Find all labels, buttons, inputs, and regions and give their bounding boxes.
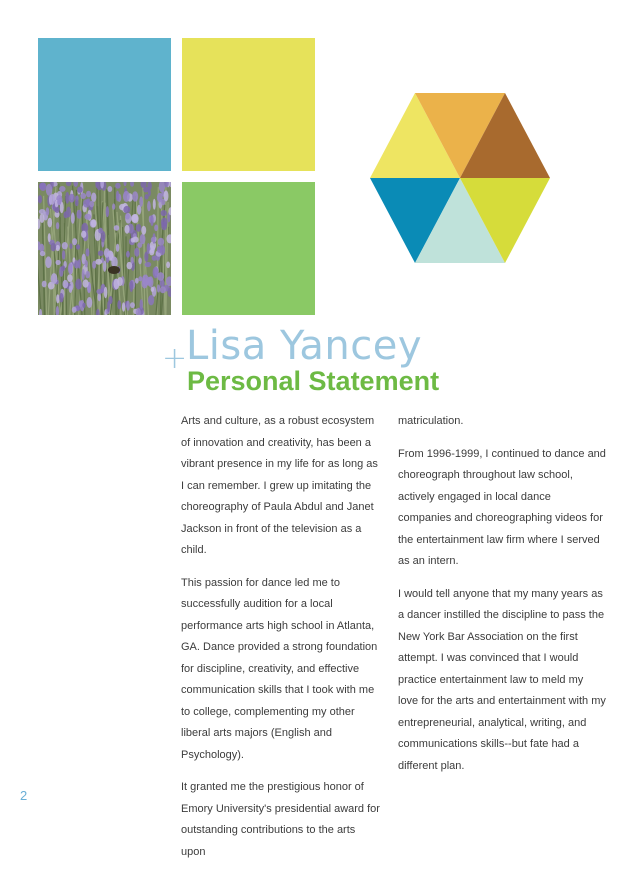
green-color-tile	[182, 182, 315, 315]
lavender-photo	[38, 182, 171, 315]
paragraph: I would tell anyone that my many years as a dancer instilled the discipline to pass the New York Bar Association on the first attempt. I was convinced that I would practice entertainment law to meld my love for the arts and entertainment with my entrepreneurial, analytical, writing, and communications skills--but fate had a different plan.	[398, 584, 606, 778]
hexagon-logo-graphic	[360, 88, 560, 268]
paragraph: From 1996-1999, I continued to dance and choreograph throughout law school, actively engaged in local dance companies and choreographing videos for the entertainment law firm where I served as an intern.	[398, 444, 606, 573]
blue-color-tile	[38, 38, 171, 171]
page-title: Personal Statement	[187, 364, 439, 398]
lavender-field-image	[38, 182, 171, 315]
paragraph: It granted me the prestigious honor of Emory University's presidential award for outstanding contributions to the arts upon	[181, 777, 381, 863]
page-number: 2	[20, 788, 27, 804]
plus-decoration-icon: +	[162, 344, 187, 374]
body-right-column	[398, 411, 606, 788]
body-left-column	[181, 411, 381, 874]
paragraph: Arts and culture, as a robust ecosystem of innovation and creativity, has been a vibrant presence in my life for as long as I can remember. I grew up imitating the choreography of Paula Abdul and Janet Jackson in front of the television as a child.	[181, 411, 381, 562]
paragraph: This passion for dance led me to successfully audition for a local performance arts high school in Atlanta, GA. Dance provided a strong foundation for discipline, creativity, and effective communication skills that I took with me to college, complementing my other liberal arts majors (English and Psychology).	[181, 573, 381, 767]
yellow-color-tile	[182, 38, 315, 171]
paragraph: matriculation.	[398, 411, 606, 433]
author-name: Lisa Yancey	[186, 322, 422, 370]
